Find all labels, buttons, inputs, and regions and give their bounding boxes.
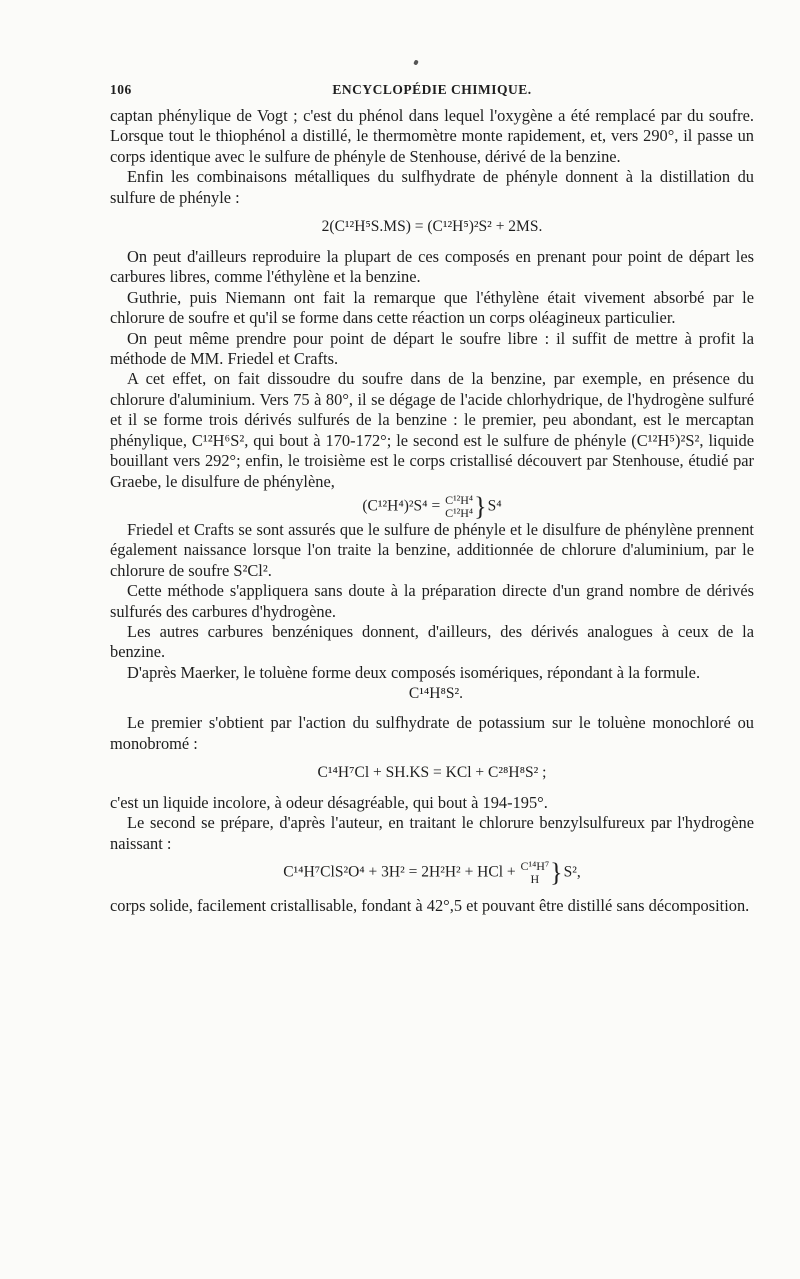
formula-right: S⁴ — [487, 497, 502, 515]
formula-stack-top: C¹⁴H⁷ — [520, 859, 550, 874]
paragraph: Guthrie, puis Niemann ont fait la remarque que l'éthylène était vivement absorbé par le chlorure de soufre et qu'il se forme dans cette réaction un corps oléagineux particulier. — [110, 287, 754, 328]
paragraph: Les autres carbures benzéniques donnent, d'ailleurs, des dérivés analogues à ceux de la benzine. — [110, 621, 754, 662]
brace-glyph: } — [474, 491, 487, 521]
formula-right: S², — [563, 863, 581, 881]
page-number: 106 — [110, 82, 132, 97]
formula-left: (C¹²H⁴)²S⁴ = — [362, 497, 441, 515]
formula-stack-bottom: H — [530, 872, 540, 887]
body-text — [110, 106, 754, 917]
paragraph: On peut même prendre pour point de départ le soufre libre : il suffit de mettre à profit la méthode de MM. Friedel et Crafts. — [110, 328, 754, 369]
paragraph: Le second se prépare, d'après l'auteur, en traitant le chlorure benzylsulfureux par l'hydrogène naissant : — [110, 813, 754, 853]
formula-stack-top: C¹²H⁴ — [445, 492, 474, 507]
paragraph: Friedel et Crafts se sont assurés que le sulfure de phényle et le disulfure de phénylène prennent également naissance lorsque l'on traite la benzine, additionnée de chlorure d'aluminium, par le chlorure de soufre S²Cl². — [110, 519, 754, 580]
formula-toluene-sulfide: C¹⁴H⁸S². — [408, 685, 464, 703]
running-header — [110, 82, 754, 104]
formula-stack-bottom: C¹²H⁴ — [445, 505, 474, 520]
formula-stack — [521, 860, 550, 886]
formula-reaction-1: C¹⁴H⁷Cl + SH.KS = KCl + C²⁸H⁸S² ; — [317, 763, 547, 781]
document-page — [110, 82, 754, 917]
formula-stack — [445, 494, 473, 520]
ink-speck — [413, 59, 419, 65]
paragraph: Cette méthode s'appliquera sans doute à la préparation directe d'un grand nombre de dérivés sulfurés des carbures d'hydrogène. — [110, 581, 754, 621]
paragraph: c'est un liquide incolore, à odeur désagréable, qui bout à 194-195°. — [110, 792, 548, 812]
brace-glyph: } — [550, 858, 563, 888]
paragraph: A cet effet, on fait dissoudre du soufre dans de la benzine, par exemple, en présence du chlorure d'aluminium. Vers 75 à 80°, il se dégage de l'acide chlorhydrique, de l'hydrogène sulfuré et il se forme trois dérivés sulfurés de la benzine : le premier, peu abondant, est le mercaptan phénylique, C¹²H⁶S², qui bout à 170-172°; le second est le sulfure de phényle (C¹²H⁵)²S², liquide bouillant vers 292°; enfin, le troisième est le corps cristallisé découvert par Stenhouse, étudié par Graebe, le disulfure de phénylène, — [110, 369, 754, 491]
formula-reaction-2 — [110, 860, 754, 886]
running-title: ENCYCLOPÉDIE CHIMIQUE. — [332, 82, 532, 97]
paragraph: D'après Maerker, le toluène forme deux composés isomériques, répondant à la formule. — [127, 662, 701, 682]
paragraph: Enfin les combinaisons métalliques du sulfhydrate de phényle donnent à la distillation du sulfure de phényle : — [110, 167, 754, 207]
paragraph: captan phénylique de Vogt ; c'est du phénol dans lequel l'oxygène a été remplacé par du soufre. Lorsque tout le thiophénol a distillé, le thermomètre monte rapidement, et, vers 290°, il passe un corps identique avec le sulfure de phényle de Stenhouse, dérivé de la benzine. — [110, 106, 754, 166]
formula-phenylene-disulfide — [110, 491, 754, 521]
paragraph: On peut d'ailleurs reproduire la plupart de ces composés en prenant pour point de départ les carbures libres, comme l'éthylène et la benzine. — [110, 247, 754, 287]
formula-phenyl-sulfide: 2(C¹²H⁵S.MS) = (C¹²H⁵)²S² + 2MS. — [321, 218, 543, 236]
paragraph: corps solide, facilement cristallisable, fondant à 42°,5 et pouvant être distillé sans décomposition. — [110, 896, 750, 916]
paragraph: Le premier s'obtient par l'action du sulfhydrate de potassium sur le toluène monochloré ou monobromé : — [110, 713, 754, 753]
formula-left: C¹⁴H⁷ClS²O⁴ + 3H² = 2H²H² + HCl + — [283, 863, 516, 881]
